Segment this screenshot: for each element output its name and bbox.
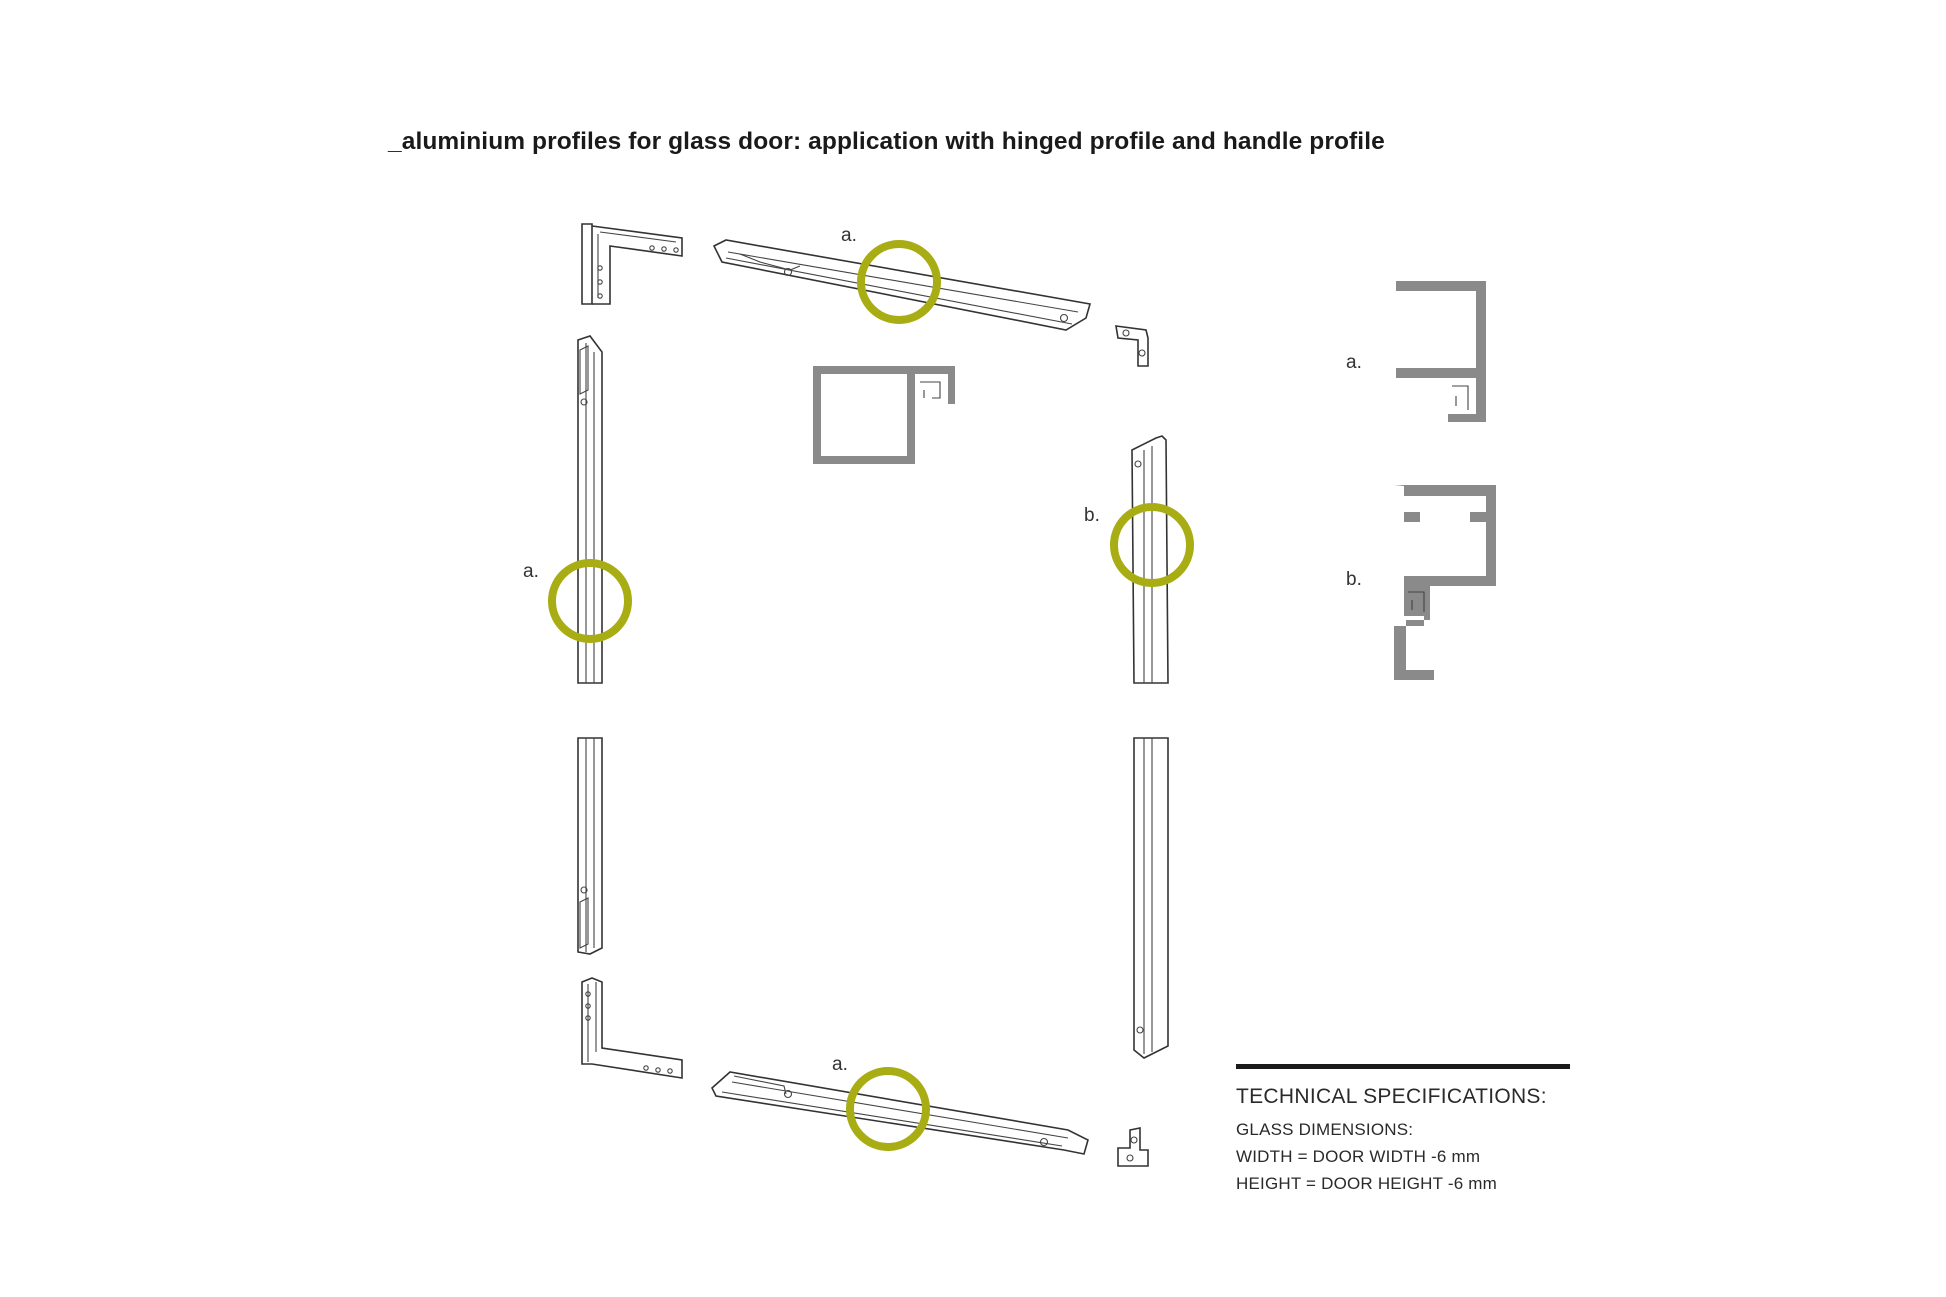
right-stile-profile: [1132, 436, 1168, 1058]
specs-height-rule: HEIGHT = DOOR HEIGHT -6 mm: [1236, 1174, 1498, 1193]
corner-bracket-top-right: [1116, 326, 1148, 366]
specs-glass-dimensions: GLASS DIMENSIONS:: [1236, 1120, 1414, 1139]
specs-divider: [1236, 1064, 1570, 1069]
label-section-a: a.: [1346, 352, 1362, 373]
label-bottom-profile: a.: [832, 1054, 848, 1075]
highlight-circle-left: [552, 563, 628, 639]
highlight-circle-bottom: [850, 1071, 926, 1147]
label-top-profile: a.: [841, 225, 857, 246]
label-left-profile: a.: [523, 561, 539, 582]
label-right-profile: b.: [1084, 505, 1100, 526]
corner-bracket-bottom-right: [1118, 1128, 1148, 1166]
left-stile-profile: [578, 336, 602, 954]
diagram-title: _aluminium profiles for glass door: application with hinged profile and handle profile: [388, 128, 1385, 155]
corner-bracket-top-left: [582, 224, 682, 304]
section-a-profile: [1386, 281, 1486, 422]
center-profile-section: [813, 366, 955, 464]
specs-heading: TECHNICAL SPECIFICATIONS:: [1236, 1085, 1547, 1108]
specs-width-rule: WIDTH = DOOR WIDTH -6 mm: [1236, 1147, 1481, 1166]
label-section-b: b.: [1346, 569, 1362, 590]
highlight-circle-top: [861, 244, 937, 320]
corner-bracket-bottom-left: [582, 978, 682, 1078]
technical-specifications: [1236, 1064, 1570, 1197]
section-b-profile: [1394, 485, 1496, 680]
